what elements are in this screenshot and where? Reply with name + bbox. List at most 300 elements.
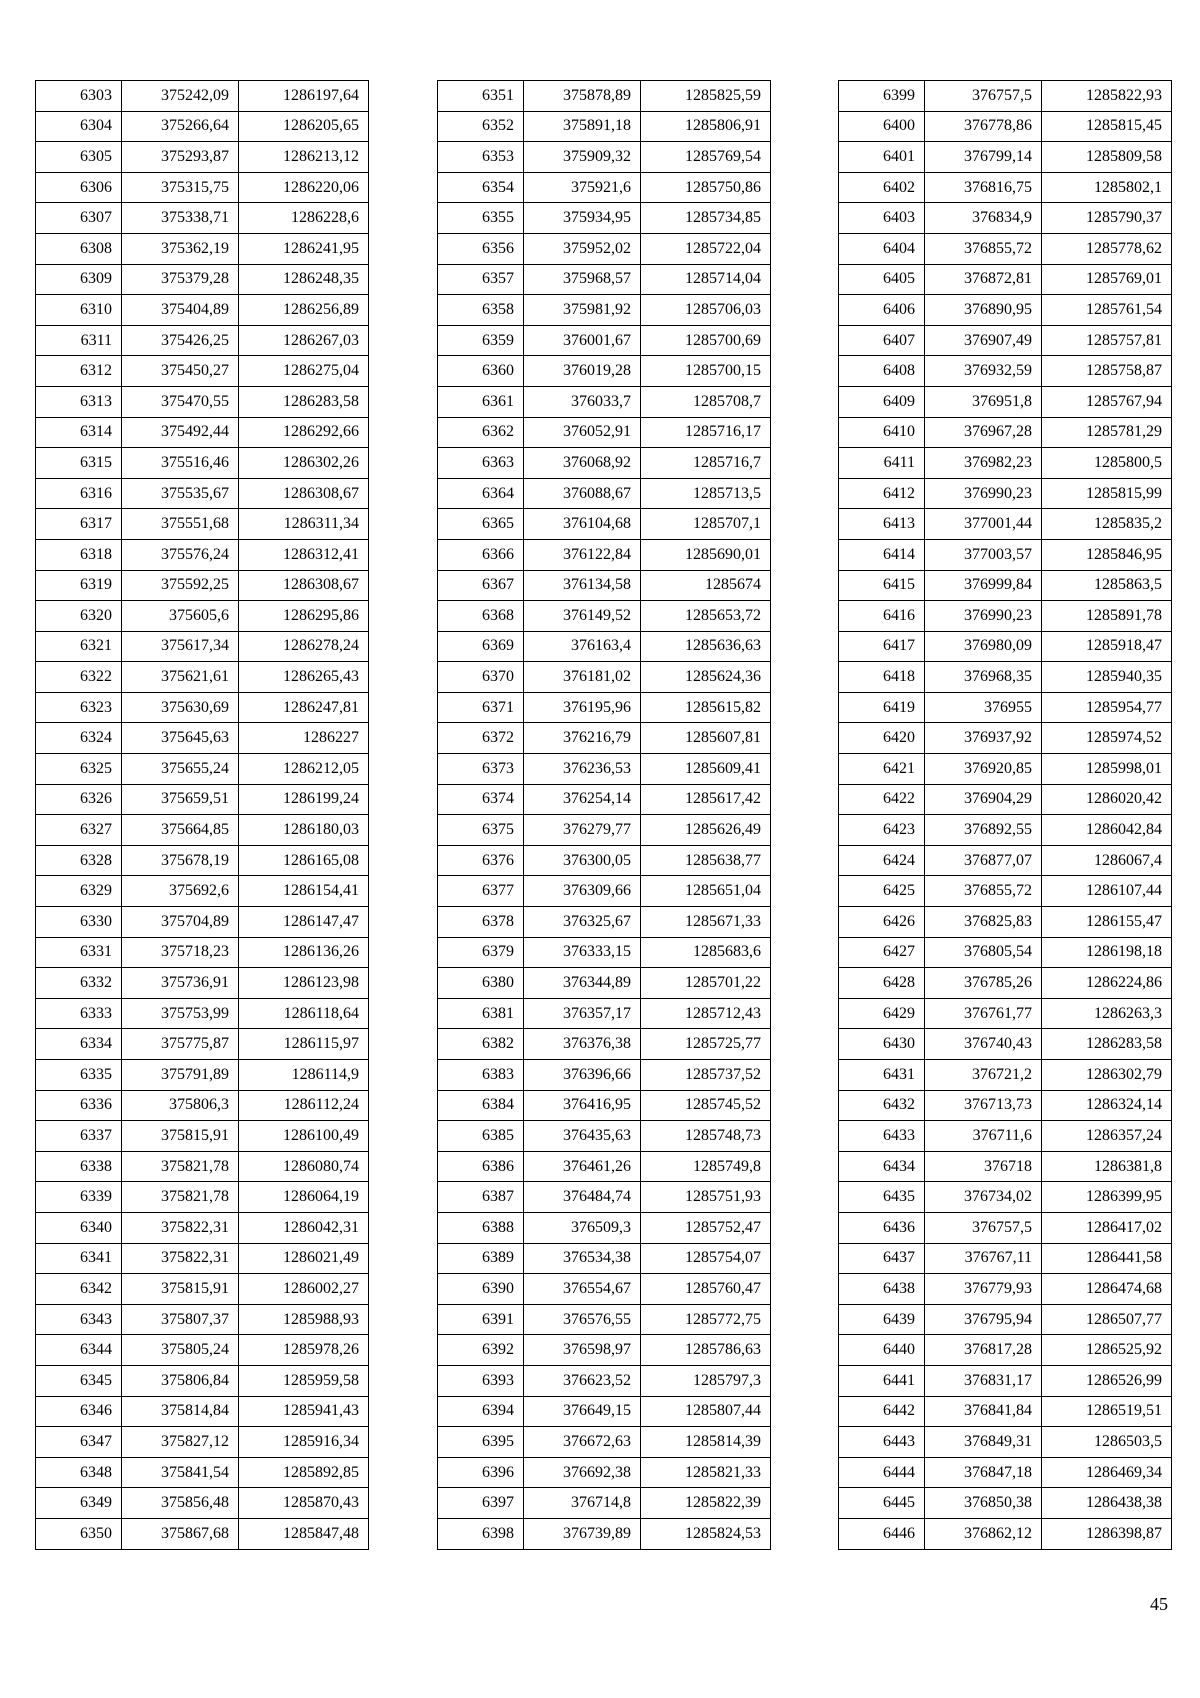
point-number-cell: 6425 bbox=[839, 876, 925, 907]
table-row bbox=[36, 1212, 369, 1243]
point-number-cell: 6357 bbox=[438, 264, 524, 295]
point-number-cell: 6365 bbox=[438, 509, 524, 540]
y-coordinate-cell: 1286526,99 bbox=[1042, 1365, 1172, 1396]
y-coordinate-cell: 1285892,85 bbox=[239, 1457, 369, 1488]
table-row bbox=[36, 448, 369, 479]
y-coordinate-cell: 1285708,7 bbox=[641, 386, 771, 417]
y-coordinate-cell: 1286265,43 bbox=[239, 662, 369, 693]
x-coordinate-cell: 375535,67 bbox=[122, 478, 239, 509]
table-row bbox=[438, 1151, 771, 1182]
table-row bbox=[839, 325, 1172, 356]
table-row bbox=[839, 417, 1172, 448]
point-number-cell: 6434 bbox=[839, 1151, 925, 1182]
x-coordinate-cell: 375981,92 bbox=[524, 295, 641, 326]
y-coordinate-cell: 1286042,31 bbox=[239, 1212, 369, 1243]
table-row bbox=[36, 386, 369, 417]
table-row bbox=[839, 295, 1172, 326]
y-coordinate-cell: 1286241,95 bbox=[239, 233, 369, 264]
x-coordinate-cell: 377003,57 bbox=[925, 539, 1042, 570]
x-coordinate-cell: 376333,15 bbox=[524, 937, 641, 968]
y-coordinate-cell: 1286080,74 bbox=[239, 1151, 369, 1182]
y-coordinate-cell: 1285781,29 bbox=[1042, 417, 1172, 448]
table-row bbox=[36, 417, 369, 448]
table-row bbox=[36, 233, 369, 264]
x-coordinate-cell: 376877,07 bbox=[925, 845, 1042, 876]
table-row bbox=[438, 570, 771, 601]
point-number-cell: 6354 bbox=[438, 172, 524, 203]
x-coordinate-cell: 375692,6 bbox=[122, 876, 239, 907]
x-coordinate-cell: 375821,78 bbox=[122, 1151, 239, 1182]
point-number-cell: 6410 bbox=[839, 417, 925, 448]
point-number-cell: 6435 bbox=[839, 1182, 925, 1213]
x-coordinate-cell: 375379,28 bbox=[122, 264, 239, 295]
x-coordinate-cell: 375516,46 bbox=[122, 448, 239, 479]
point-number-cell: 6372 bbox=[438, 723, 524, 754]
table-row bbox=[36, 876, 369, 907]
table-row bbox=[839, 1182, 1172, 1213]
point-number-cell: 6414 bbox=[839, 539, 925, 570]
x-coordinate-cell: 376968,35 bbox=[925, 662, 1042, 693]
point-number-cell: 6317 bbox=[36, 509, 122, 540]
table-row bbox=[438, 1274, 771, 1305]
y-coordinate-cell: 1285809,58 bbox=[1042, 142, 1172, 173]
point-number-cell: 6444 bbox=[839, 1457, 925, 1488]
point-number-cell: 6309 bbox=[36, 264, 122, 295]
x-coordinate-cell: 375664,85 bbox=[122, 815, 239, 846]
point-number-cell: 6336 bbox=[36, 1090, 122, 1121]
x-coordinate-cell: 375592,25 bbox=[122, 570, 239, 601]
table-row bbox=[438, 631, 771, 662]
y-coordinate-cell: 1285617,42 bbox=[641, 784, 771, 815]
x-coordinate-cell: 375338,71 bbox=[122, 203, 239, 234]
point-number-cell: 6324 bbox=[36, 723, 122, 754]
point-number-cell: 6322 bbox=[36, 662, 122, 693]
y-coordinate-cell: 1286165,08 bbox=[239, 845, 369, 876]
point-number-cell: 6349 bbox=[36, 1488, 122, 1519]
y-coordinate-cell: 1285758,87 bbox=[1042, 356, 1172, 387]
y-coordinate-cell: 1285690,01 bbox=[641, 539, 771, 570]
point-number-cell: 6347 bbox=[36, 1427, 122, 1458]
table-row bbox=[36, 111, 369, 142]
x-coordinate-cell: 375822,31 bbox=[122, 1243, 239, 1274]
table-row bbox=[438, 784, 771, 815]
y-coordinate-cell: 1286295,86 bbox=[239, 601, 369, 632]
y-coordinate-cell: 1286324,14 bbox=[1042, 1090, 1172, 1121]
x-coordinate-cell: 375934,95 bbox=[524, 203, 641, 234]
point-number-cell: 6352 bbox=[438, 111, 524, 142]
x-coordinate-cell: 376855,72 bbox=[925, 233, 1042, 264]
x-coordinate-cell: 376149,52 bbox=[524, 601, 641, 632]
point-number-cell: 6308 bbox=[36, 233, 122, 264]
table-row bbox=[36, 81, 369, 112]
table-row bbox=[839, 111, 1172, 142]
point-number-cell: 6417 bbox=[839, 631, 925, 662]
y-coordinate-cell: 1286267,03 bbox=[239, 325, 369, 356]
point-number-cell: 6361 bbox=[438, 386, 524, 417]
y-coordinate-cell: 1286002,27 bbox=[239, 1274, 369, 1305]
point-number-cell: 6339 bbox=[36, 1182, 122, 1213]
y-coordinate-cell: 1286064,19 bbox=[239, 1182, 369, 1213]
point-number-cell: 6413 bbox=[839, 509, 925, 540]
table-row bbox=[36, 1427, 369, 1458]
table-row bbox=[438, 601, 771, 632]
y-coordinate-cell: 1285700,69 bbox=[641, 325, 771, 356]
y-coordinate-cell: 1285749,8 bbox=[641, 1151, 771, 1182]
x-coordinate-cell: 376509,3 bbox=[524, 1212, 641, 1243]
x-coordinate-cell: 375655,24 bbox=[122, 754, 239, 785]
point-number-cell: 6411 bbox=[839, 448, 925, 479]
point-number-cell: 6396 bbox=[438, 1457, 524, 1488]
y-coordinate-cell: 1285918,47 bbox=[1042, 631, 1172, 662]
y-coordinate-cell: 1286417,02 bbox=[1042, 1212, 1172, 1243]
x-coordinate-cell: 376795,94 bbox=[925, 1304, 1042, 1335]
x-coordinate-cell: 375617,34 bbox=[122, 631, 239, 662]
point-number-cell: 6321 bbox=[36, 631, 122, 662]
table-row bbox=[839, 968, 1172, 999]
point-number-cell: 6323 bbox=[36, 692, 122, 723]
y-coordinate-cell: 1285651,04 bbox=[641, 876, 771, 907]
x-coordinate-cell: 376734,02 bbox=[925, 1182, 1042, 1213]
x-coordinate-cell: 376254,14 bbox=[524, 784, 641, 815]
point-number-cell: 6350 bbox=[36, 1518, 122, 1549]
x-coordinate-cell: 376672,63 bbox=[524, 1427, 641, 1458]
x-coordinate-cell: 376134,58 bbox=[524, 570, 641, 601]
x-coordinate-cell: 375878,89 bbox=[524, 81, 641, 112]
x-coordinate-cell: 376279,77 bbox=[524, 815, 641, 846]
y-coordinate-cell: 1285769,54 bbox=[641, 142, 771, 173]
point-number-cell: 6393 bbox=[438, 1365, 524, 1396]
table-row bbox=[438, 1121, 771, 1152]
table-row bbox=[839, 1090, 1172, 1121]
x-coordinate-cell: 376951,8 bbox=[925, 386, 1042, 417]
y-coordinate-cell: 1285790,37 bbox=[1042, 203, 1172, 234]
y-coordinate-cell: 1286147,47 bbox=[239, 907, 369, 938]
x-coordinate-cell: 376033,7 bbox=[524, 386, 641, 417]
y-coordinate-cell: 1285846,95 bbox=[1042, 539, 1172, 570]
y-coordinate-cell: 1285974,52 bbox=[1042, 723, 1172, 754]
x-coordinate-cell: 376990,23 bbox=[925, 601, 1042, 632]
x-coordinate-cell: 375791,89 bbox=[122, 1060, 239, 1091]
y-coordinate-cell: 1286507,77 bbox=[1042, 1304, 1172, 1335]
y-coordinate-cell: 1285870,43 bbox=[239, 1488, 369, 1519]
table-row bbox=[36, 1304, 369, 1335]
x-coordinate-cell: 376534,38 bbox=[524, 1243, 641, 1274]
point-number-cell: 6405 bbox=[839, 264, 925, 295]
point-number-cell: 6318 bbox=[36, 539, 122, 570]
y-coordinate-cell: 1286227 bbox=[239, 723, 369, 754]
table-row bbox=[839, 1212, 1172, 1243]
x-coordinate-cell: 376216,79 bbox=[524, 723, 641, 754]
table-row bbox=[839, 1029, 1172, 1060]
y-coordinate-cell: 1285786,63 bbox=[641, 1335, 771, 1366]
point-number-cell: 6319 bbox=[36, 570, 122, 601]
y-coordinate-cell: 1285891,78 bbox=[1042, 601, 1172, 632]
point-number-cell: 6348 bbox=[36, 1457, 122, 1488]
y-coordinate-cell: 1285916,34 bbox=[239, 1427, 369, 1458]
point-number-cell: 6381 bbox=[438, 998, 524, 1029]
point-number-cell: 6442 bbox=[839, 1396, 925, 1427]
y-coordinate-cell: 1285863,5 bbox=[1042, 570, 1172, 601]
table-row bbox=[839, 172, 1172, 203]
table-row bbox=[839, 754, 1172, 785]
point-number-cell: 6355 bbox=[438, 203, 524, 234]
point-number-cell: 6342 bbox=[36, 1274, 122, 1305]
point-number-cell: 6345 bbox=[36, 1365, 122, 1396]
table-row bbox=[438, 478, 771, 509]
x-coordinate-cell: 376344,89 bbox=[524, 968, 641, 999]
x-coordinate-cell: 375814,84 bbox=[122, 1396, 239, 1427]
point-number-cell: 6408 bbox=[839, 356, 925, 387]
table-row bbox=[438, 203, 771, 234]
x-coordinate-cell: 376195,96 bbox=[524, 692, 641, 723]
table-row bbox=[438, 1304, 771, 1335]
point-number-cell: 6367 bbox=[438, 570, 524, 601]
x-coordinate-cell: 376396,66 bbox=[524, 1060, 641, 1091]
table-row bbox=[438, 539, 771, 570]
y-coordinate-cell: 1286308,67 bbox=[239, 478, 369, 509]
point-number-cell: 6416 bbox=[839, 601, 925, 632]
table-row bbox=[839, 662, 1172, 693]
y-coordinate-cell: 1285802,1 bbox=[1042, 172, 1172, 203]
y-coordinate-cell: 1285988,93 bbox=[239, 1304, 369, 1335]
x-coordinate-cell: 376841,84 bbox=[925, 1396, 1042, 1427]
x-coordinate-cell: 375718,23 bbox=[122, 937, 239, 968]
table-row bbox=[438, 1060, 771, 1091]
x-coordinate-cell: 375659,51 bbox=[122, 784, 239, 815]
x-coordinate-cell: 375805,24 bbox=[122, 1335, 239, 1366]
x-coordinate-cell: 375807,37 bbox=[122, 1304, 239, 1335]
y-coordinate-cell: 1285822,39 bbox=[641, 1488, 771, 1519]
x-coordinate-cell: 375841,54 bbox=[122, 1457, 239, 1488]
x-coordinate-cell: 376799,14 bbox=[925, 142, 1042, 173]
x-coordinate-cell: 376904,29 bbox=[925, 784, 1042, 815]
x-coordinate-cell: 376847,18 bbox=[925, 1457, 1042, 1488]
point-number-cell: 6374 bbox=[438, 784, 524, 815]
y-coordinate-cell: 1286312,41 bbox=[239, 539, 369, 570]
table-row bbox=[36, 1151, 369, 1182]
point-number-cell: 6346 bbox=[36, 1396, 122, 1427]
y-coordinate-cell: 1285772,75 bbox=[641, 1304, 771, 1335]
y-coordinate-cell: 1285822,93 bbox=[1042, 81, 1172, 112]
y-coordinate-cell: 1285636,63 bbox=[641, 631, 771, 662]
table-row bbox=[839, 478, 1172, 509]
x-coordinate-cell: 376982,23 bbox=[925, 448, 1042, 479]
y-coordinate-cell: 1286154,41 bbox=[239, 876, 369, 907]
point-number-cell: 6312 bbox=[36, 356, 122, 387]
table-row bbox=[438, 325, 771, 356]
y-coordinate-cell: 1286220,06 bbox=[239, 172, 369, 203]
point-number-cell: 6329 bbox=[36, 876, 122, 907]
point-number-cell: 6402 bbox=[839, 172, 925, 203]
y-coordinate-cell: 1286205,65 bbox=[239, 111, 369, 142]
y-coordinate-cell: 1286136,26 bbox=[239, 937, 369, 968]
table-row bbox=[839, 1488, 1172, 1519]
x-coordinate-cell: 376554,67 bbox=[524, 1274, 641, 1305]
y-coordinate-cell: 1285734,85 bbox=[641, 203, 771, 234]
coordinate-table-3 bbox=[838, 80, 1172, 1550]
y-coordinate-cell: 1285940,35 bbox=[1042, 662, 1172, 693]
point-number-cell: 6423 bbox=[839, 815, 925, 846]
point-number-cell: 6385 bbox=[438, 1121, 524, 1152]
table-row bbox=[36, 815, 369, 846]
x-coordinate-cell: 375605,6 bbox=[122, 601, 239, 632]
table-row bbox=[839, 845, 1172, 876]
x-coordinate-cell: 377001,44 bbox=[925, 509, 1042, 540]
point-number-cell: 6446 bbox=[839, 1518, 925, 1549]
y-coordinate-cell: 1285701,22 bbox=[641, 968, 771, 999]
point-number-cell: 6306 bbox=[36, 172, 122, 203]
y-coordinate-cell: 1286021,49 bbox=[239, 1243, 369, 1274]
x-coordinate-cell: 375492,44 bbox=[122, 417, 239, 448]
x-coordinate-cell: 376825,83 bbox=[925, 907, 1042, 938]
x-coordinate-cell: 376967,28 bbox=[925, 417, 1042, 448]
point-number-cell: 6327 bbox=[36, 815, 122, 846]
coordinate-table-1 bbox=[35, 80, 369, 1550]
x-coordinate-cell: 375450,27 bbox=[122, 356, 239, 387]
table-row bbox=[36, 570, 369, 601]
point-number-cell: 6382 bbox=[438, 1029, 524, 1060]
x-coordinate-cell: 376052,91 bbox=[524, 417, 641, 448]
y-coordinate-cell: 1285825,59 bbox=[641, 81, 771, 112]
x-coordinate-cell: 376892,55 bbox=[925, 815, 1042, 846]
point-number-cell: 6343 bbox=[36, 1304, 122, 1335]
y-coordinate-cell: 1286123,98 bbox=[239, 968, 369, 999]
x-coordinate-cell: 375404,89 bbox=[122, 295, 239, 326]
x-coordinate-cell: 375921,6 bbox=[524, 172, 641, 203]
table-row bbox=[438, 815, 771, 846]
table-row bbox=[839, 81, 1172, 112]
table-row bbox=[839, 692, 1172, 723]
point-number-cell: 6383 bbox=[438, 1060, 524, 1091]
x-coordinate-cell: 376932,59 bbox=[925, 356, 1042, 387]
x-coordinate-cell: 376767,11 bbox=[925, 1243, 1042, 1274]
x-coordinate-cell: 376740,43 bbox=[925, 1029, 1042, 1060]
table-row bbox=[438, 723, 771, 754]
point-number-cell: 6438 bbox=[839, 1274, 925, 1305]
point-number-cell: 6420 bbox=[839, 723, 925, 754]
point-number-cell: 6366 bbox=[438, 539, 524, 570]
point-number-cell: 6375 bbox=[438, 815, 524, 846]
y-coordinate-cell: 1286248,35 bbox=[239, 264, 369, 295]
table-row bbox=[36, 754, 369, 785]
x-coordinate-cell: 376920,85 bbox=[925, 754, 1042, 785]
point-number-cell: 6368 bbox=[438, 601, 524, 632]
table-row bbox=[36, 203, 369, 234]
table-row bbox=[438, 81, 771, 112]
table-row bbox=[36, 1121, 369, 1152]
point-number-cell: 6415 bbox=[839, 570, 925, 601]
y-coordinate-cell: 1285959,58 bbox=[239, 1365, 369, 1396]
point-number-cell: 6439 bbox=[839, 1304, 925, 1335]
table-row bbox=[438, 1488, 771, 1519]
table-row bbox=[438, 264, 771, 295]
x-coordinate-cell: 376872,81 bbox=[925, 264, 1042, 295]
point-number-cell: 6443 bbox=[839, 1427, 925, 1458]
y-coordinate-cell: 1285748,73 bbox=[641, 1121, 771, 1152]
point-number-cell: 6406 bbox=[839, 295, 925, 326]
page-number: 45 bbox=[1150, 1594, 1168, 1614]
point-number-cell: 6358 bbox=[438, 295, 524, 326]
x-coordinate-cell: 376831,17 bbox=[925, 1365, 1042, 1396]
table-row bbox=[839, 601, 1172, 632]
table-row bbox=[839, 233, 1172, 264]
y-coordinate-cell: 1286213,12 bbox=[239, 142, 369, 173]
y-coordinate-cell: 1285751,93 bbox=[641, 1182, 771, 1213]
x-coordinate-cell: 375821,78 bbox=[122, 1182, 239, 1213]
point-number-cell: 6364 bbox=[438, 478, 524, 509]
table-row bbox=[839, 907, 1172, 938]
point-number-cell: 6390 bbox=[438, 1274, 524, 1305]
y-coordinate-cell: 1285609,41 bbox=[641, 754, 771, 785]
table-row bbox=[839, 142, 1172, 173]
point-number-cell: 6371 bbox=[438, 692, 524, 723]
point-number-cell: 6401 bbox=[839, 142, 925, 173]
point-number-cell: 6351 bbox=[438, 81, 524, 112]
x-coordinate-cell: 375426,25 bbox=[122, 325, 239, 356]
x-coordinate-cell: 376855,72 bbox=[925, 876, 1042, 907]
table-row bbox=[438, 1427, 771, 1458]
y-coordinate-cell: 1285700,15 bbox=[641, 356, 771, 387]
y-coordinate-cell: 1286302,79 bbox=[1042, 1060, 1172, 1091]
table-row bbox=[839, 1457, 1172, 1488]
point-number-cell: 6421 bbox=[839, 754, 925, 785]
point-number-cell: 6400 bbox=[839, 111, 925, 142]
y-coordinate-cell: 1286112,24 bbox=[239, 1090, 369, 1121]
x-coordinate-cell: 376862,12 bbox=[925, 1518, 1042, 1549]
table-row bbox=[839, 876, 1172, 907]
table-row bbox=[438, 968, 771, 999]
table-row bbox=[438, 1212, 771, 1243]
table-row bbox=[36, 998, 369, 1029]
y-coordinate-cell: 1286114,9 bbox=[239, 1060, 369, 1091]
table-row bbox=[36, 356, 369, 387]
point-number-cell: 6379 bbox=[438, 937, 524, 968]
x-coordinate-cell: 375678,19 bbox=[122, 845, 239, 876]
y-coordinate-cell: 1286441,58 bbox=[1042, 1243, 1172, 1274]
y-coordinate-cell: 1285797,3 bbox=[641, 1365, 771, 1396]
table-row bbox=[839, 1304, 1172, 1335]
y-coordinate-cell: 1285671,33 bbox=[641, 907, 771, 938]
point-number-cell: 6380 bbox=[438, 968, 524, 999]
point-number-cell: 6307 bbox=[36, 203, 122, 234]
point-number-cell: 6409 bbox=[839, 386, 925, 417]
point-number-cell: 6356 bbox=[438, 233, 524, 264]
table-row bbox=[36, 1365, 369, 1396]
y-coordinate-cell: 1285683,6 bbox=[641, 937, 771, 968]
y-coordinate-cell: 1285615,82 bbox=[641, 692, 771, 723]
x-coordinate-cell: 375630,69 bbox=[122, 692, 239, 723]
y-coordinate-cell: 1285847,48 bbox=[239, 1518, 369, 1549]
x-coordinate-cell: 376850,38 bbox=[925, 1488, 1042, 1519]
x-coordinate-cell: 376980,09 bbox=[925, 631, 1042, 662]
x-coordinate-cell: 376761,77 bbox=[925, 998, 1042, 1029]
point-number-cell: 6337 bbox=[36, 1121, 122, 1152]
y-coordinate-cell: 1286357,24 bbox=[1042, 1121, 1172, 1152]
x-coordinate-cell: 376779,93 bbox=[925, 1274, 1042, 1305]
x-coordinate-cell: 376181,02 bbox=[524, 662, 641, 693]
y-coordinate-cell: 1286224,86 bbox=[1042, 968, 1172, 999]
point-number-cell: 6430 bbox=[839, 1029, 925, 1060]
y-coordinate-cell: 1285607,81 bbox=[641, 723, 771, 754]
table-row bbox=[839, 784, 1172, 815]
point-number-cell: 6399 bbox=[839, 81, 925, 112]
table-row bbox=[36, 1060, 369, 1091]
x-coordinate-cell: 376122,84 bbox=[524, 539, 641, 570]
x-coordinate-cell: 376068,92 bbox=[524, 448, 641, 479]
table-row bbox=[36, 1029, 369, 1060]
x-coordinate-cell: 376907,49 bbox=[925, 325, 1042, 356]
x-coordinate-cell: 376598,97 bbox=[524, 1335, 641, 1366]
